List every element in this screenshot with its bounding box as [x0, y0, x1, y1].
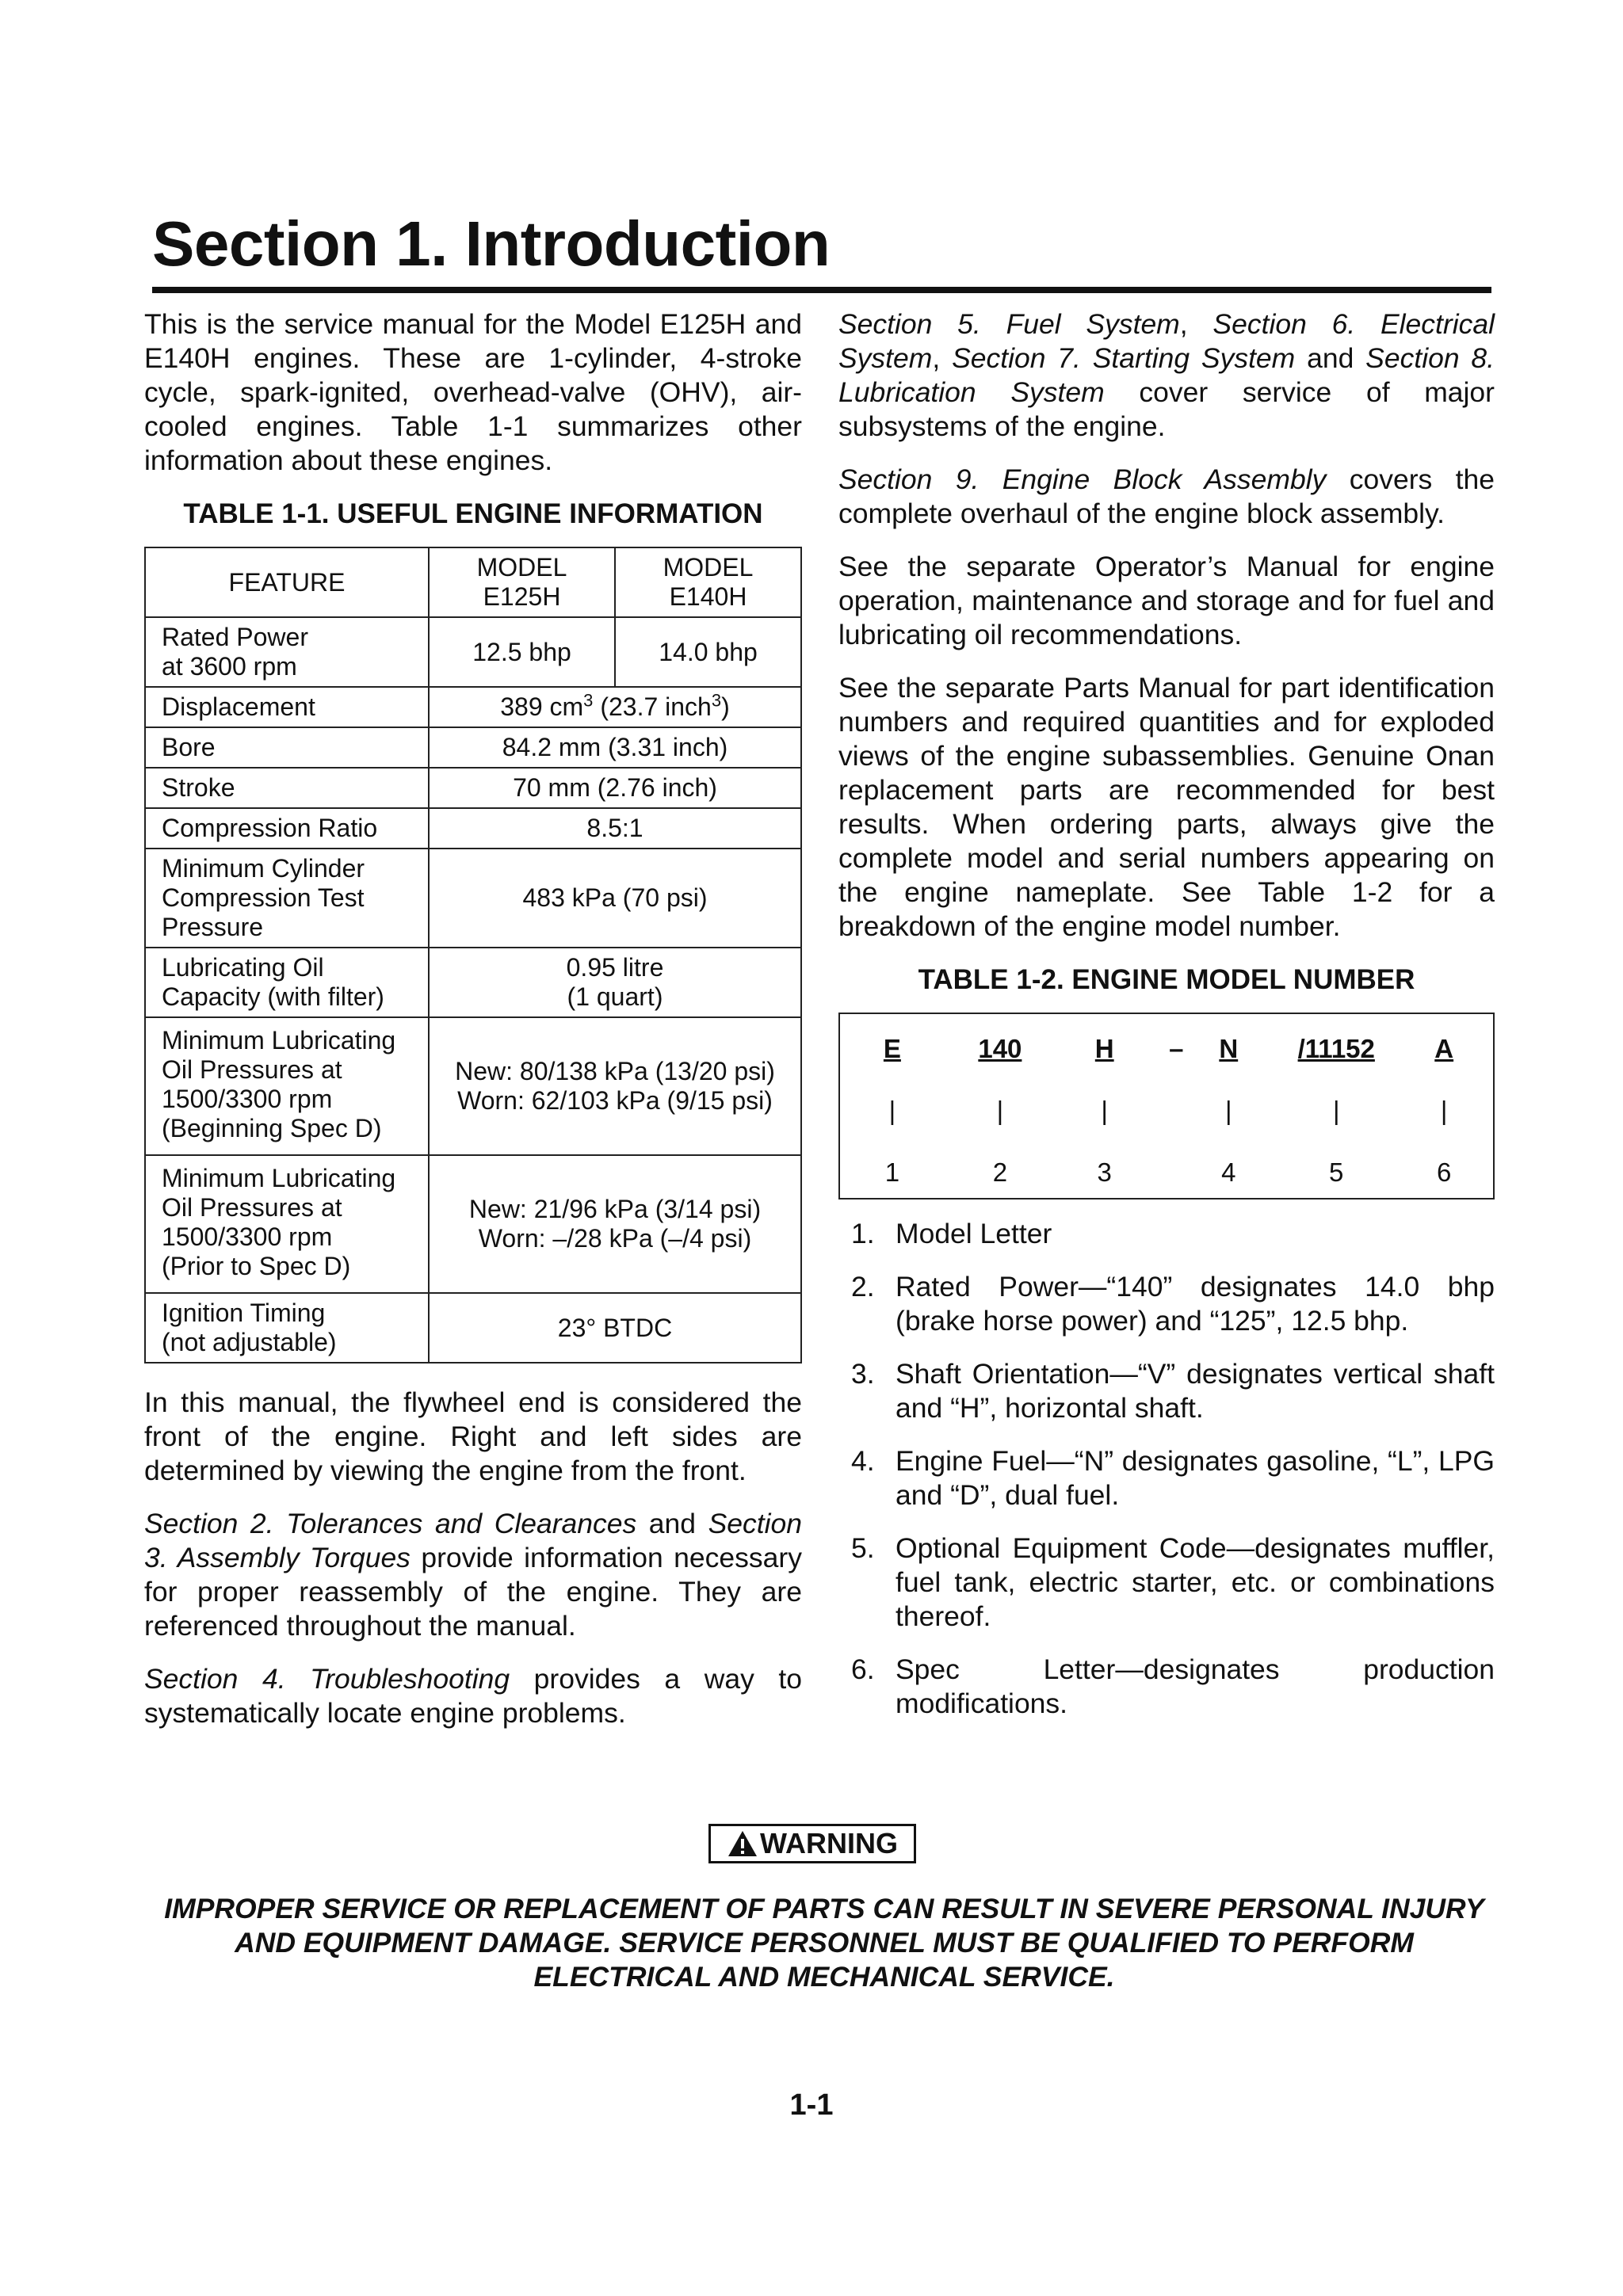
left-column [144, 307, 802, 1749]
tick-mark: | [1224, 1096, 1232, 1125]
page-title: Section 1. Introduction [152, 208, 831, 279]
feature-cell: Stroke [145, 768, 429, 808]
value-cell: 70 mm (2.76 inch) [429, 768, 801, 808]
value-cell: 8.5:1 [429, 808, 801, 849]
value-cell-e125h: 12.5 bhp [429, 617, 615, 687]
feature-cell: Compression Ratio [145, 808, 429, 849]
right-column [838, 307, 1495, 1740]
sections-5-8-paragraph: Section 5. Fuel System, Section 6. Electrical System, Section 7. Starting System and Section 8. Lubrication System cover service of major subsystems of the engine. [838, 308, 1495, 442]
table-header-row [145, 547, 801, 617]
value-cell: 389 $cm^3$ (23.7 inch$^3$) [429, 687, 801, 727]
page-number: 1-1 [789, 2088, 834, 2122]
section-4-paragraph: Section 4. Troubleshooting provides a way to systematically locate engine problems. [144, 1663, 802, 1729]
model-part: H [1094, 1034, 1114, 1063]
model-part: 140 [978, 1034, 1022, 1063]
table-row [145, 1017, 801, 1155]
table-row [145, 849, 801, 948]
model-number-diagram [838, 1013, 1495, 1199]
table-row [145, 948, 801, 1017]
feature-cell: Displacement [145, 687, 429, 727]
section-9-paragraph: Section 9. Engine Block Assembly covers the complete overhaul of the engine block assembly. [838, 463, 1495, 529]
warning-triangle-icon [727, 1829, 758, 1858]
table-row [145, 1293, 801, 1363]
index-number: 4 [1221, 1158, 1236, 1187]
flywheel-paragraph: In this manual, the flywheel end is considered the front of the engine. Right and left sides are determined by viewing the engine from the front. [144, 1386, 802, 1486]
intro-paragraph: This is the service manual for the Model E125H and E140H engines. These are 1-cylinder, 4-stroke cycle, spark-ignited, overhead-valve (OHV), air-cooled engines. Table 1-1 summarizes other information about these engines. [144, 308, 802, 476]
header-e125h: MODEL E125H [429, 547, 615, 617]
model-part: E [883, 1034, 901, 1063]
list-item: 5. Optional Equipment Code—designates muffler, fuel tank, electric starter, etc. or combinations thereof. [851, 1532, 1495, 1632]
model-number-legend [838, 1217, 1495, 1721]
feature-cell: Lubricating Oil Capacity (with filter) [145, 948, 429, 1017]
tick-mark: | [1101, 1096, 1109, 1125]
index-number: 1 [884, 1158, 900, 1187]
value-cell: 84.2 mm (3.31 inch) [429, 727, 801, 768]
table-row [145, 768, 801, 808]
feature-cell: Minimum Cylinder Compression Test Pressure [145, 849, 429, 948]
table-1-1-title: TABLE 1-1. USEFUL ENGINE INFORMATION [183, 498, 763, 529]
table-row [145, 1155, 801, 1293]
value-cell: 483 kPa (70 psi) [429, 849, 801, 948]
model-dash: – [1169, 1034, 1184, 1063]
feature-cell: Rated Power at 3600 rpm [145, 617, 429, 687]
list-item: 6. Spec Letter—designates production modifications. [851, 1653, 1495, 1719]
index-number: 2 [992, 1158, 1008, 1187]
header-feature: FEATURE [145, 547, 429, 617]
sections-2-3-paragraph: Section 2. Tolerances and Clearances and Section 3. Assembly Torques provide information necessary for proper reassembly of the engine. They are referenced throughout the manual. [144, 1508, 802, 1642]
feature-cell: Ignition Timing (not adjustable) [145, 1293, 429, 1363]
tick-mark: | [996, 1096, 1004, 1125]
index-number: 3 [1097, 1158, 1112, 1187]
model-part: A [1434, 1034, 1454, 1063]
feature-cell: Bore [145, 727, 429, 768]
value-cell: 23° BTDC [429, 1293, 801, 1363]
value-cell: New: 80/138 kPa (13/20 psi) Worn: 62/103 kPa (9/15 psi) [429, 1017, 801, 1155]
feature-cell: Minimum Lubricating Oil Pressures at 1500/3300 rpm (Beginning Spec D) [145, 1017, 429, 1155]
model-part: /11152 [1297, 1034, 1375, 1063]
value-cell-e140h: 14.0 bhp [615, 617, 801, 687]
warning-label: WARNING [760, 1827, 898, 1859]
model-part: N [1219, 1034, 1239, 1063]
header-e140h: MODEL E140H [615, 547, 801, 617]
table-row [145, 617, 801, 687]
value-cell: 0.95 litre (1 quart) [429, 948, 801, 1017]
tick-mark: | [888, 1096, 896, 1125]
warning-badge [708, 1824, 916, 1863]
model-index-row [840, 1155, 1493, 1187]
model-tick-row [840, 1093, 1493, 1125]
parts-manual-paragraph: See the separate Parts Manual for part identification numbers and required quantities and for exploded views of the engine subassemblies. Genuine Onan replacement parts are recommended for best results. When ordering parts, always give the complete model and serial numbers appearing on the engine nameplate. See Table 1-2 for a breakdown of the engine model number. [838, 672, 1495, 942]
value-cell: New: 21/96 kPa (3/14 psi) Worn: –/28 kPa (–/4 psi) [429, 1155, 801, 1293]
table-row [145, 727, 801, 768]
warning-text: IMPROPER SERVICE OR REPLACEMENT OF PARTS CAN RESULT IN SEVERE PERSONAL INJURY AND EQUIPMENT DAMAGE. SERVICE PERSONNEL MUST BE QUALIFIED TO PERFORM ELECTRICAL AND MECHANICAL SERVICE. [164, 1893, 1484, 1993]
tick-mark: | [1440, 1096, 1448, 1125]
model-number-parts [840, 1032, 1493, 1063]
tick-mark: | [1332, 1096, 1340, 1125]
feature-cell: Minimum Lubricating Oil Pressures at 1500/3300 rpm (Prior to Spec D) [145, 1155, 429, 1293]
table-1-2-title: TABLE 1-2. ENGINE MODEL NUMBER [918, 964, 1415, 995]
operators-manual-paragraph: See the separate Operator’s Manual for engine operation, maintenance and storage and for fuel and lubricating oil recommendations. [838, 551, 1495, 650]
list-item: 3. Shaft Orientation—“V” designates vertical shaft and “H”, horizontal shaft. [851, 1358, 1495, 1424]
index-number: 5 [1329, 1158, 1344, 1187]
table-row [145, 808, 801, 849]
list-item: 2. Rated Power—“140” designates 14.0 bhp (brake horse power) and “125”, 12.5 bhp. [851, 1271, 1495, 1337]
list-item: 4. Engine Fuel—“N” designates gasoline, “L”, LPG and “D”, dual fuel. [851, 1445, 1495, 1511]
list-item: 1. Model Letter [851, 1218, 1052, 1249]
index-number: 6 [1437, 1158, 1452, 1187]
table-row [145, 687, 801, 727]
title-rule [152, 287, 1491, 293]
engine-info-table [144, 547, 802, 1363]
